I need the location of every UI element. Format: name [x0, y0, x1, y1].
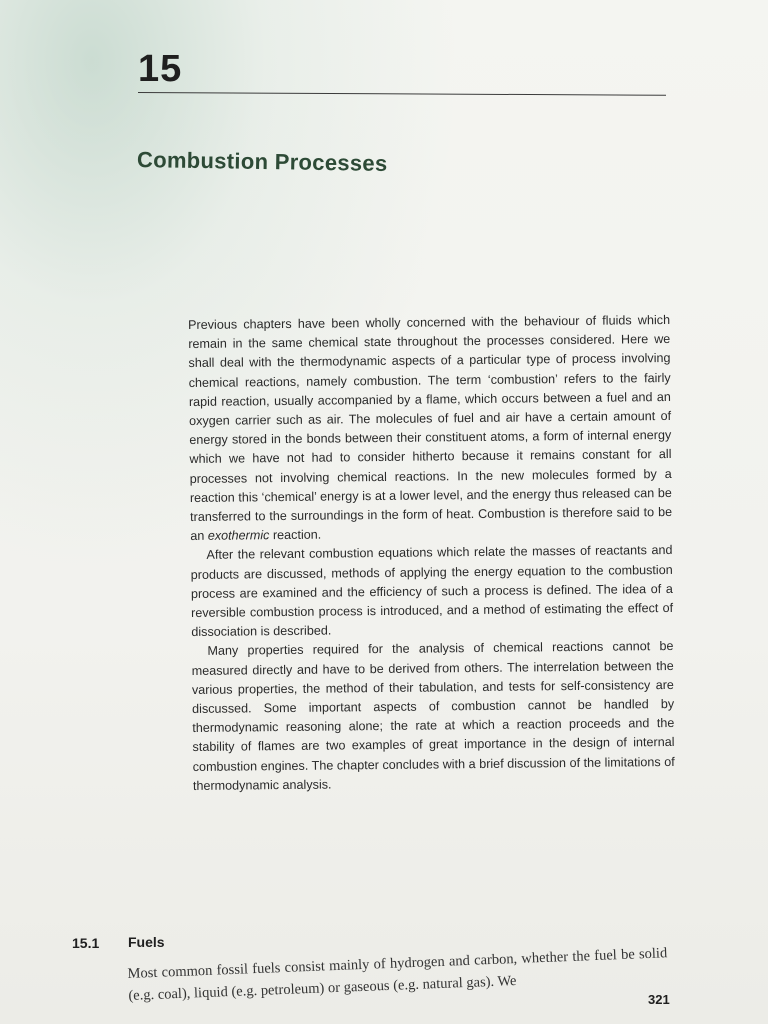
section-title: Fuels — [128, 934, 165, 950]
chapter-introduction — [188, 311, 675, 796]
intro-paragraph-1-end: reaction. — [269, 527, 322, 543]
chapter-title: Combustion Processes — [136, 147, 388, 176]
chapter-divider — [138, 92, 666, 96]
intro-paragraph-1-text: Previous chapters have been wholly concerned with the behaviour of fluids which remain in the same chemical state throughout the processes considered. Here we shall deal with the thermodynamic aspects of a particular type of process involving chemical reactions, namely combustion. The term ‘combustion’ refers to the fairly rapid reaction, usually accompanied by a flame, which occurs between a fuel and an oxygen carrier such as air. The molecules of fuel and air have a certain amount of energy stored in the bonds between their constituent atoms, a form of internal energy which we have not had to consider hitherto because it remains constant for all processes not involving chemical reactions. In the new molecules formed by a reaction this ‘chemical’ energy is at a lower level, and the energy thus released can be transferred to the surroundings in the form of heat. Combustion is therefore said to be an — [188, 312, 673, 544]
chapter-number: 15 — [138, 48, 183, 90]
section-number: 15.1 — [72, 935, 100, 951]
intro-paragraph-2: After the relevant combustion equations which relate the masses of reactants and products are discussed, methods of applying the energy equation to the combustion process are examined and the efficiency of such a process is defined. The idea of a reversible combustion process is introduced, and a method of estimating the effect of dissociation is described. — [190, 543, 674, 640]
section-body-text: Most common fossil fuels consist mainly of hydrogen and carbon, whether the fuel be solid (e.g. coal), liquid (e.g. petroleum) or gaseous (e.g. natural gas). We — [127, 945, 668, 1004]
intro-emphasis-term: exothermic — [207, 528, 270, 544]
intro-paragraph-1 — [188, 311, 672, 546]
intro-paragraph-3: Many properties required for the analysis of chemical reactions cannot be measured directly and have to be derived from others. The interrelation between the various properties, the method of their tabulation, and tests for self-consistency are discussed. Some important aspects of combustion cannot be handled by thermodynamic reasoning alone; the rate at which a reaction proceeds and the stability of flames are two examples of great importance in the design of internal combustion engines. The chapter concludes with a brief discussion of the limitations of thermodynamic analysis. — [191, 639, 675, 793]
page-number: 321 — [648, 992, 670, 1007]
